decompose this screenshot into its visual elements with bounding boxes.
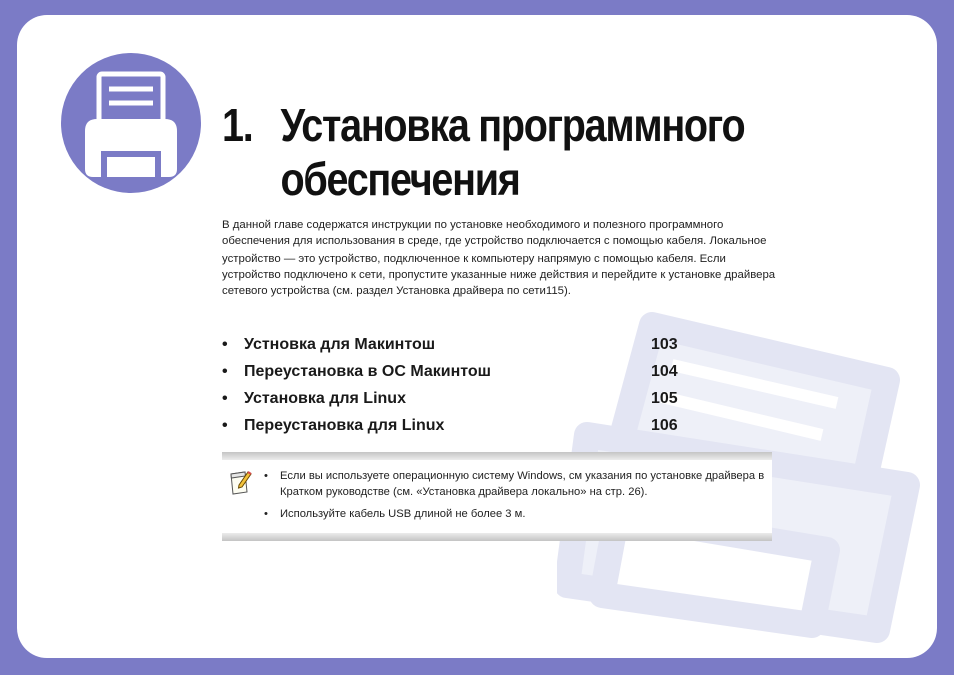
bullet: • [264, 470, 268, 482]
note-bottom-border [222, 533, 772, 541]
chapter-number: 1. [222, 99, 253, 151]
chapter-title-line1: Установка программного [280, 99, 745, 151]
note-item-text: Используйте кабель USB длиной не более 3 м. [280, 508, 526, 520]
chapter-logo [61, 53, 201, 193]
bullet: • [264, 508, 268, 520]
toc-item[interactable] [222, 389, 692, 416]
chapter-title-line2: обеспечения [280, 153, 520, 205]
bullet: • [222, 417, 228, 434]
toc-item[interactable] [222, 362, 692, 389]
chapter-title [222, 98, 744, 206]
note-item-text: Если вы используете операционную систему Windows, см указания по установке драйвера в Кратком руководстве (см. «Установка драйвера локально» на стр. 26). [280, 470, 765, 498]
toc-item[interactable] [222, 416, 692, 443]
toc-page-number[interactable]: 105 [651, 390, 678, 407]
toc-page-number[interactable]: 106 [651, 417, 678, 434]
chapter-contents [222, 335, 692, 443]
toc-link-linux-install[interactable]: Установка для Linux [244, 390, 406, 407]
toc-page-number[interactable]: 104 [651, 363, 678, 380]
document-page [17, 15, 937, 658]
bullet: • [222, 336, 228, 353]
note-box [222, 452, 772, 541]
toc-link-linux-reinstall[interactable]: Переустановка для Linux [244, 417, 445, 434]
toc-link-mac-reinstall[interactable]: Переустановка в ОС Макинтош [244, 363, 492, 380]
toc-link-mac-install[interactable]: Устновка для Макинтош [244, 336, 436, 353]
toc-page-number[interactable]: 103 [651, 336, 678, 353]
printer-icon [61, 53, 201, 193]
bullet: • [222, 390, 228, 407]
intro-text [222, 217, 782, 299]
toc-item[interactable] [222, 335, 692, 362]
note-top-border [222, 452, 772, 460]
note-list [264, 468, 774, 528]
note-pencil-icon [228, 468, 254, 496]
note-item [264, 468, 774, 500]
intro-paragraph-2: устройство — это устройство, подключенное к компьютеру напрямую с помощью кабеля. Если устройство подключено к сети, пропустите указанные ниже действия и перейдите к установке драйвера сетевого устройства (см. раздел Установка драйвера по сети115). [222, 253, 776, 297]
intro-paragraph-1: В данной главе содержатся инструкции по установке необходимого и полезного программного обеспечения для использования в среде, где устройство подключается с помощью кабеля. Локальное [222, 219, 767, 247]
bullet: • [222, 363, 228, 380]
note-item [264, 506, 774, 522]
